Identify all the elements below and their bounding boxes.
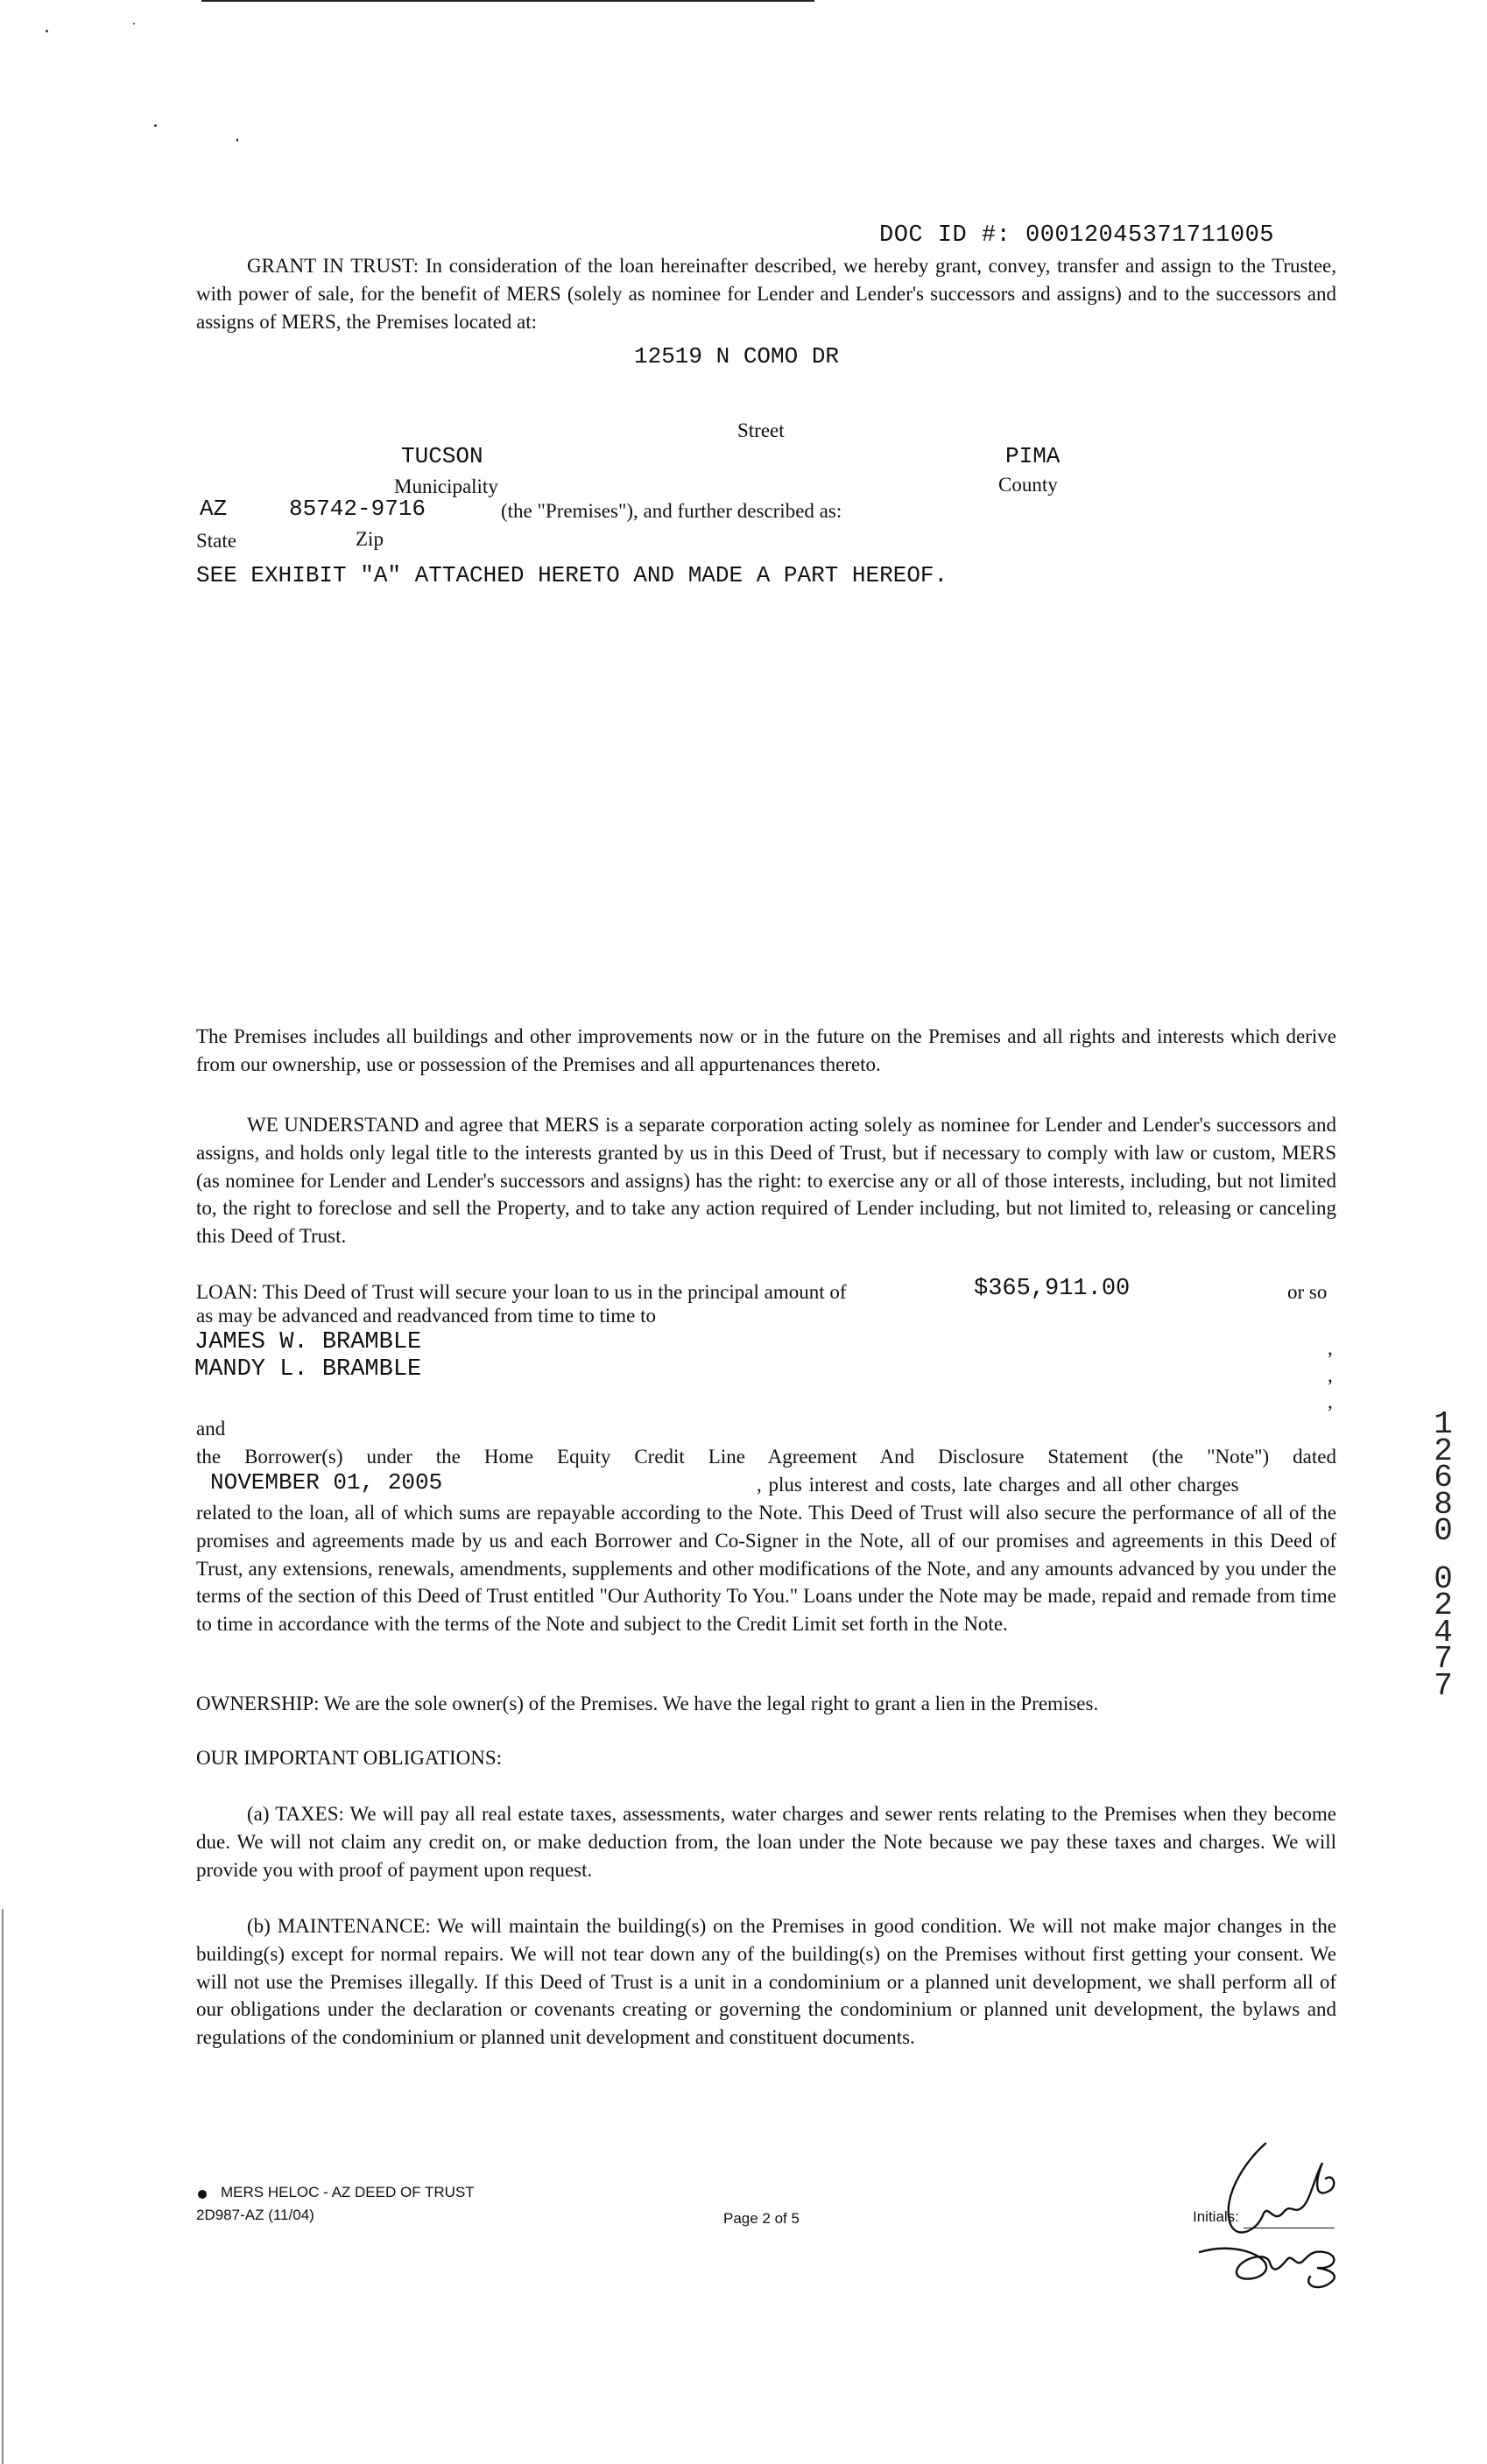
scan-edge-top [201,0,814,2]
scan-speck [154,124,157,127]
recording-number-stamp: 1 2 6 8 0 0 2 4 7 7 [1434,1406,1453,1704]
street-label: Street [737,419,785,441]
loan-and: and [196,1418,226,1440]
state-label: State [196,530,236,552]
form-code: 2D987-AZ (11/04) [196,2207,314,2223]
obligations-heading: OUR IMPORTANT OBLIGATIONS: [196,1747,503,1769]
state-value: AZ [200,496,228,522]
county-label: County [998,474,1058,496]
premises-paragraph: The Premises includes all buildings and other improvements now or in the future on the Premises and all rights and interests which derive from our ownership, use or possession of the Premises and all appurtenances thereto. [196,1025,1336,1075]
note-date: NOVEMBER 01, 2005 [210,1469,443,1496]
bullet-icon [198,2190,207,2199]
doc-id: DOC ID #: 00012045371711005 [879,222,1274,249]
loan-or-so: or so [1287,1281,1328,1303]
note-date-rest: , plus interest and costs, late charges and all other charges [757,1474,1239,1496]
street-value: 12519 N COMO DR [634,343,840,370]
loan-paragraph: related to the loan, all of which sums are repayable according to the Note. This Deed of Trust will also secure the performance of all of the promises and agreements made by us and each Borrower and Co-Signer in the Note, all of our promises and agreements in this Deed of Trust, any extensions, renewals, amendments, supplements and other modifications of the Note, and any amounts advanced by you under the terms of the section of this Deed of Trust entitled "Our Authority To You." Loans under the Note may be made, repaid and remade from time to time in accordance with the terms of the Note and subject to the Credit Limit set forth in the Note. [196,1502,1336,1636]
scan-speck [133,23,135,25]
zip-value: 85742-9716 [289,496,426,522]
loan-amount: $365,911.00 [974,1276,1131,1302]
scan-speck [46,30,48,32]
handwritten-initials [1182,2128,1366,2312]
scan-speck [236,138,238,142]
loan-advance-line: as may be advanced and readvanced from time to time to [196,1305,656,1327]
borrower-name: JAMES W. BRAMBLE [194,1329,422,1355]
loan-intro: LOAN: This Deed of Trust will secure your loan to us in the principal amount of [196,1281,847,1303]
initials-label: Initials: [1193,2208,1239,2225]
municipality-value: TUCSON [401,443,483,469]
form-name: MERS HELOC - AZ DEED OF TRUST [221,2184,475,2200]
borrower-comma: , [1328,1364,1333,1386]
exhibit-reference: SEE EXHIBIT "A" ATTACHED HERETO AND MADE A PART HEREOF. [196,562,948,588]
ownership-paragraph: OWNERSHIP: We are the sole owner(s) of the Premises. We have the legal right to grant a lien in the Premises. [196,1693,1099,1714]
borrower-comma: , [1328,1337,1333,1359]
note-line: the Borrower(s) under the Home Equity Credit Line Agreement And Disclosure Statement (the "Note") dated [196,1446,1336,1468]
we-understand-paragraph: WE UNDERSTAND and agree that MERS is a separate corporation acting solely as nominee for Lender and Lender's successors and assigns, and holds only legal title to the interests granted by us in this Deed of Trust, but if necessary to comply with law or custom, MERS (as nominee for Lender and Lender's successors and assigns) has the right: to exercise any or all of those interests, including, but not limited to, the right to foreclose and sell the Property, and to take any action required of Lender including, but not limited to, releasing or canceling this Deed of Trust. [196,1114,1336,1248]
scan-edge-left [2,1909,4,2464]
borrower-name: MANDY L. BRAMBLE [194,1356,422,1383]
zip-label: Zip [356,528,384,550]
premises-description-text: (the "Premises"), and further described as: [501,500,842,522]
municipality-label: Municipality [394,475,498,497]
taxes-paragraph: (a) TAXES: We will pay all real estate taxes, assessments, water charges and sewer rents relating to the Premises when they become due. We will not claim any credit on, or make deduction from, the loan under the Note because we pay these taxes and charges. We will provide you with proof of payment upon request. [196,1803,1336,1881]
page-number: Page 2 of 5 [723,2210,800,2227]
grant-in-trust-paragraph: GRANT IN TRUST: In consideration of the loan hereinafter described, we hereby grant, convey, transfer and assign to the Trustee, with power of sale, for the benefit of MERS (solely as nominee for Lender and Lender's successors and assigns) and to the successors and assigns of MERS, the Premises located at: [196,255,1336,333]
borrower-comma: , [1328,1390,1333,1412]
county-value: PIMA [1005,443,1061,469]
maintenance-paragraph: (b) MAINTENANCE: We will maintain the building(s) on the Premises in good condition. We will not make major changes in the building(s) except for normal repairs. We will not tear down any of the building(s) on the Premises without first getting your consent. We will not use the Premises illegally. If this Deed of Trust is a unit in a condominium or a planned unit development, we shall perform all of our obligations under the declaration or covenants creating or governing the condominium or planned unit development, the bylaws and regulations of the condominium or planned unit development and constituent documents. [196,1915,1336,2049]
